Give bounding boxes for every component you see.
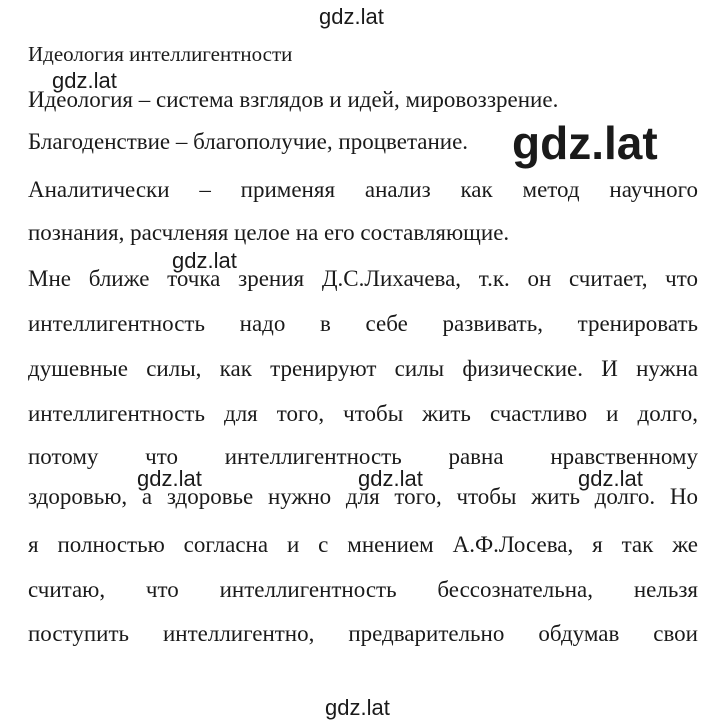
- text-line-8: интеллигентность для того, чтобы жить счастливо и долго,: [28, 401, 698, 426]
- text-line-7: душевные силы, как тренируют силы физические. И нужна: [28, 356, 698, 381]
- text-line-2: Благоденствие – благополучие, процветание.: [28, 129, 469, 154]
- watermark-big: gdz.lat: [512, 117, 658, 169]
- text-line-1: Идеология – система взглядов и идей, мировоззрение.: [28, 87, 559, 112]
- text-line-9: потому что интеллигентность равна нравственному: [28, 444, 698, 469]
- text-line-13: поступить интеллигентно, предварительно обдумав свои: [28, 621, 698, 646]
- watermark-row-a: gdz.lat: [137, 466, 202, 491]
- text-line-6: интеллигентность надо в себе развивать, тренировать: [28, 311, 698, 336]
- text-line-3: Аналитически – применяя анализ как метод научного: [28, 177, 698, 202]
- text-line-11: я полностью согласна и с мнением А.Ф.Лосева, я так же: [28, 532, 698, 557]
- watermark-row-b: gdz.lat: [358, 466, 423, 491]
- watermark-bottom: gdz.lat: [325, 695, 390, 720]
- watermark-row-c: gdz.lat: [578, 466, 643, 491]
- watermark-top: gdz.lat: [319, 4, 384, 29]
- text-line-5: Мне ближе точка зрения Д.С.Лихачева, т.к. он считает, что: [28, 266, 698, 291]
- watermark-left: gdz.lat: [52, 68, 117, 93]
- text-line-4: познания, расчленяя целое на его составляющие.: [28, 220, 510, 245]
- document-heading: Идеология интеллигентности: [28, 42, 293, 66]
- text-line-10: здоровью, а здоровье нужно для того, чтобы жить долго. Но: [28, 484, 698, 509]
- watermark-mid: gdz.lat: [172, 248, 237, 273]
- text-line-12: считаю, что интеллигентность бессознательна, нельзя: [28, 577, 698, 602]
